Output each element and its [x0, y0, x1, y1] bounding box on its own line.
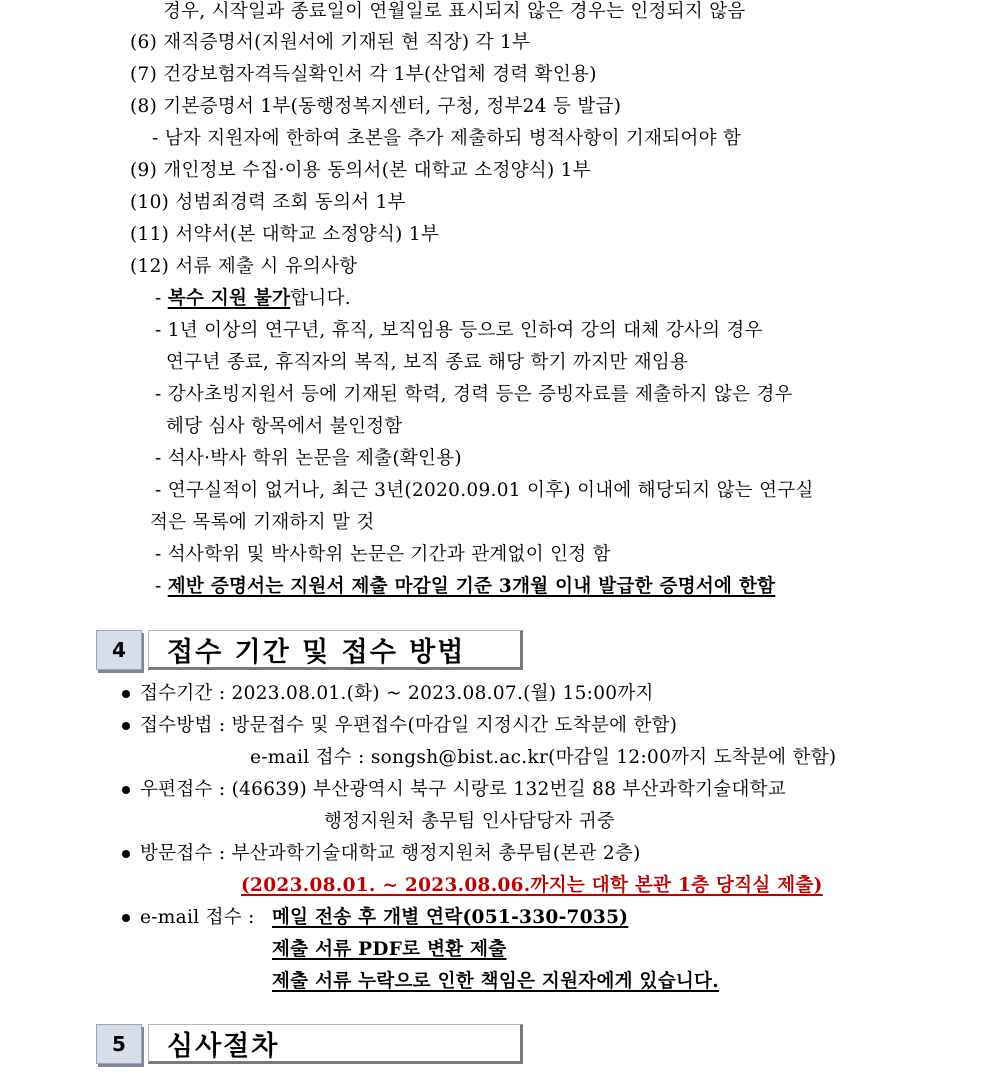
list-item-10: (10) 성범죄경력 조회 동의서 1부: [130, 192, 406, 213]
email-note: 제출 서류 누락으로 인한 책임은 지원자에게 있습니다.: [272, 971, 719, 992]
text-line: 경우, 시작일과 종료일이 연월일로 표시되지 않은 경우는 인정되지 않음: [163, 1, 746, 22]
note-line: - 연구실적이 없거나, 최근 3년(2020.09.01 이후) 이내에 해당되지 않는 연구실: [155, 480, 814, 501]
dash: -: [155, 288, 162, 309]
list-item-12: (12) 서류 제출 시 유의사항: [130, 256, 358, 277]
list-subitem: - 남자 지원자에 한하여 초본을 추가 제출하되 병적사항이 기재되어야 함: [152, 128, 742, 149]
section-title: 심사절차: [148, 1024, 523, 1064]
note-emphasis: 제반 증명서는 지원서 제출 마감일 기준 3개월 이내 발급한 증명서에 한함: [167, 576, 776, 597]
bullet-icon: [122, 914, 130, 922]
section-title: 접수 기간 및 접수 방법: [148, 630, 523, 670]
note-line: 적은 목록에 기재하지 말 것: [150, 512, 375, 533]
bullet-icon: [122, 850, 130, 858]
email-note: 메일 전송 후 개별 연락(051-330-7035): [272, 907, 629, 928]
email-label: e-mail 접수 :: [140, 907, 255, 928]
note-multiple-application: [155, 287, 351, 311]
visit-reception: 방문접수 : 부산과학기술대학교 행정지원처 총무팀(본관 2층): [140, 843, 641, 864]
visit-notice: (2023.08.01. ~ 2023.08.06.까지는 대학 본관 1층 당직실 제출): [241, 875, 823, 896]
note-line: - 강사초빙지원서 등에 기재된 학력, 경력 등은 증빙자료를 제출하지 않은 경우: [155, 384, 793, 405]
dash: -: [155, 576, 162, 597]
postal-recipient: 행정지원처 총무팀 인사담당자 귀중: [324, 811, 616, 832]
bullet-icon: [122, 786, 130, 794]
section-number: 5: [96, 1024, 142, 1064]
list-item-7: (7) 건강보험자격득실확인서 각 1부(산업체 경력 확인용): [130, 64, 597, 85]
list-item-8: (8) 기본증명서 1부(동행정복지센터, 구청, 정부24 등 발급): [130, 96, 622, 117]
list-item-11: (11) 서약서(본 대학교 소정양식) 1부: [130, 224, 440, 245]
email-note: 제출 서류 PDF로 변환 제출: [272, 939, 507, 960]
note-line: - 석사·박사 학위 논문을 제출(확인용): [155, 448, 462, 469]
note-certificate: [155, 575, 775, 599]
bullet-icon: [122, 690, 130, 698]
note-text: 합니다.: [290, 288, 351, 309]
postal-address: 우편접수 : (46639) 부산광역시 북구 시랑로 132번길 88 부산과학기술대학교: [140, 779, 786, 800]
list-item-6: (6) 재직증명서(지원서에 기재된 현 직장) 각 1부: [130, 32, 531, 53]
note-line: - 석사학위 및 박사학위 논문은 기간과 관계없이 인정 함: [155, 544, 611, 565]
note-line: - 1년 이상의 연구년, 휴직, 보직임용 등으로 인하여 강의 대체 강사의 경우: [155, 320, 763, 341]
reception-method: 접수방법 : 방문접수 및 우편접수(마감일 지정시간 도착분에 한함): [140, 715, 678, 736]
note-line: 연구년 종료, 휴직자의 복직, 보직 종료 해당 학기 까지만 재임용: [166, 352, 689, 373]
section-number: 4: [96, 630, 142, 670]
reception-period: 접수기간 : 2023.08.01.(화) ~ 2023.08.07.(월) 15:00까지: [140, 683, 654, 704]
bullet-icon: [122, 722, 130, 730]
reception-email: e-mail 접수 : songsh@bist.ac.kr(마감일 12:00까지 도착분에 한함): [250, 747, 837, 768]
list-item-9: (9) 개인정보 수집·이용 동의서(본 대학교 소정양식) 1부: [130, 160, 591, 181]
note-emphasis: 복수 지원 불가: [167, 288, 291, 309]
note-line: 헤당 심사 항목에서 불인정함: [166, 416, 403, 437]
